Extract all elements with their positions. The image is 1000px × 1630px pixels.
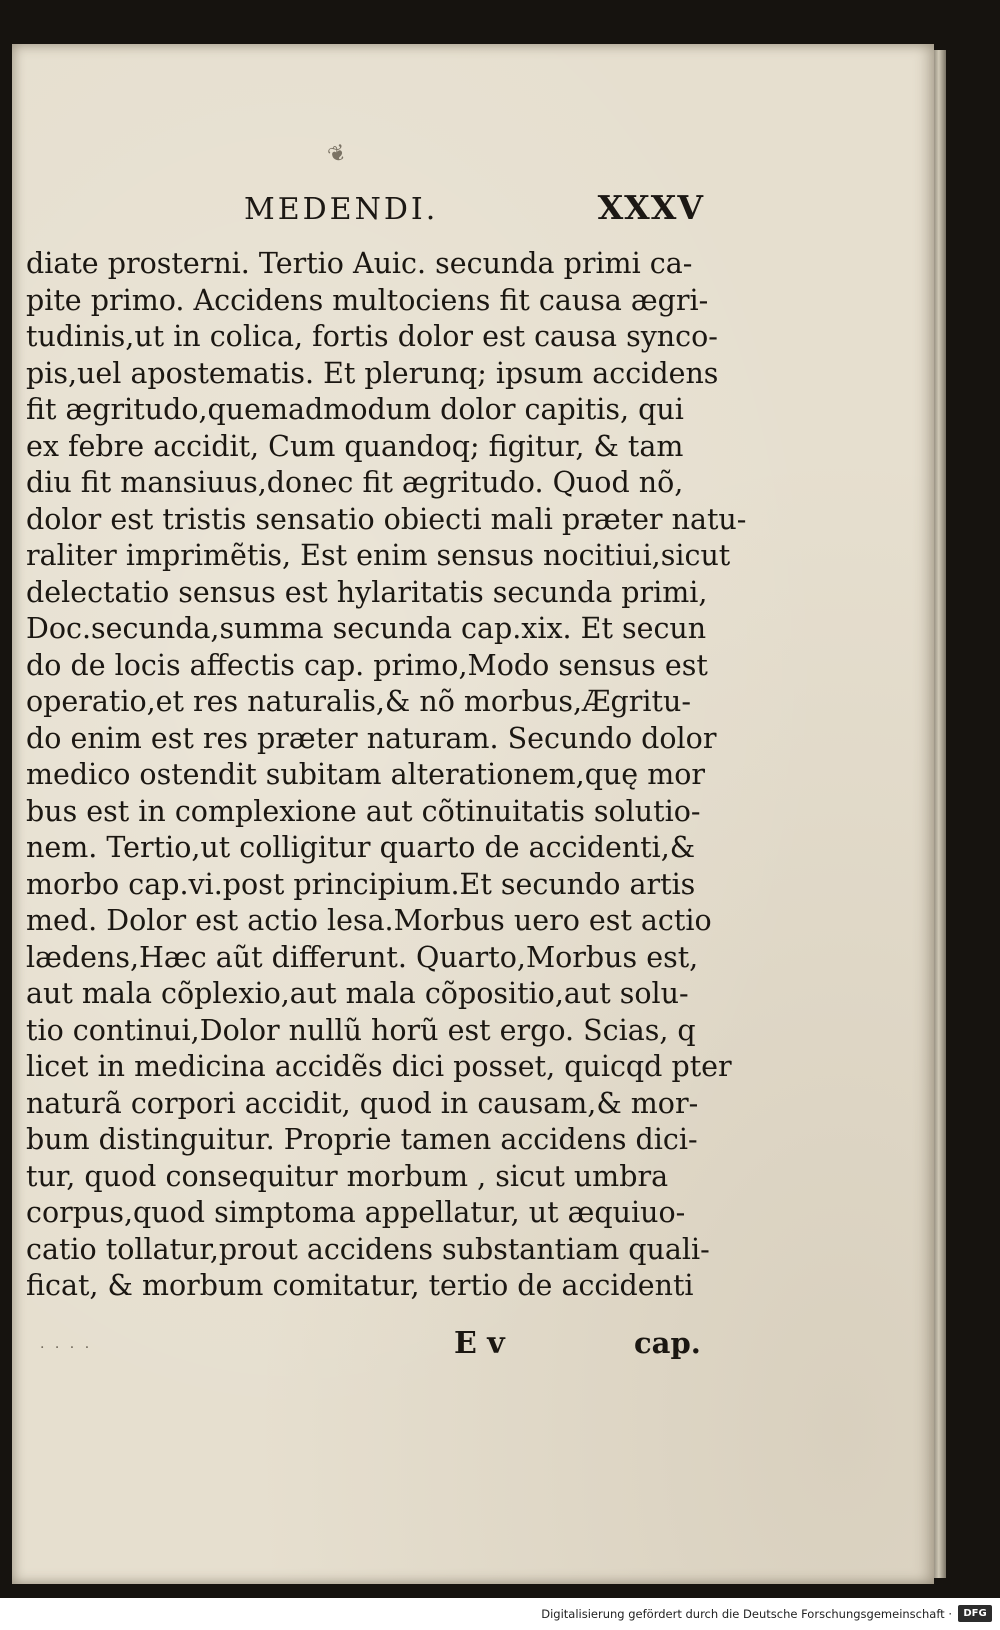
- text-line: delectatio sensus est hylaritatis secunda primi,: [26, 575, 708, 609]
- text-line: do de locis affectis cap. primo,Modo sensus est: [26, 648, 708, 682]
- text-line: nem. Tertio,ut colligitur quarto de accidenti,&: [26, 831, 696, 864]
- body-text: [26, 246, 747, 1305]
- text-line: ex febre accidit, Cum quandoq; figitur, & tam: [26, 429, 684, 463]
- text-line: tio continui,Dolor nullũ horũ est ergo. Scias, q: [26, 1013, 696, 1047]
- text-line: fit ægritudo,quemadmodum dolor capitis, qui: [26, 393, 684, 426]
- catchword: cap.: [634, 1326, 701, 1360]
- text-line: licet in medicina accidẽs dici posset, quicqd pter: [26, 1050, 732, 1083]
- text-line: aut mala cõplexio,aut mala cõpositio,aut solu-: [26, 977, 689, 1010]
- footer-smudge: · · · ·: [40, 1340, 93, 1356]
- text-line: bum distinguitur. Proprie tamen accidens dici-: [26, 1123, 698, 1156]
- page-edge: [934, 50, 946, 1578]
- text-line: pis,uel apostematis. Et plerunq; ipsum accidens: [26, 356, 719, 390]
- page-number: XXXV: [597, 188, 704, 227]
- text-line: do enim est res præter naturam. Secundo dolor: [26, 721, 717, 755]
- text-line: raliter imprimẽtis, Est enim sensus nocitiui,sicut: [26, 539, 731, 572]
- text-line: lædens,Hæc aũt differunt. Quarto,Morbus est,: [26, 940, 699, 974]
- page-footer: [26, 1326, 706, 1366]
- text-line: operatio,et res naturalis,& nõ morbus,Ægritu-: [26, 685, 691, 718]
- signature-mark: E v: [454, 1326, 505, 1361]
- text-line: pite primo. Accidens multociens fit causa ægri-: [26, 283, 709, 317]
- text-line: diu fit mansiuus,donec fit ægritudo. Quod nõ,: [26, 466, 684, 499]
- text-line: med. Dolor est actio lesa.Morbus uero est actio: [26, 904, 712, 937]
- text-line: Doc.secunda,summa secunda cap.xix. Et secun: [26, 612, 707, 645]
- running-title: MEDENDI.: [244, 192, 439, 227]
- credit-bar: [0, 1598, 1000, 1630]
- text-line: ficat, & morbum comitatur, tertio de accidenti: [26, 1269, 694, 1302]
- text-line: bus est in complexione aut cõtinuitatis solutio-: [26, 794, 701, 828]
- text-line: catio tollatur,prout accidens substantiam quali-: [26, 1232, 710, 1266]
- page-header: [244, 188, 704, 236]
- text-line: corpus,quod simptoma appellatur, ut æquiuo-: [26, 1196, 686, 1229]
- text-line: tudinis,ut in colica, fortis dolor est causa synco-: [26, 320, 718, 353]
- credit-text: Digitalisierung gefördert durch die Deutsche Forschungsgemeinschaft ·: [541, 1607, 952, 1621]
- text-line: medico ostendit subitam alterationem,quę mor: [26, 758, 706, 791]
- text-line: dolor est tristis sensatio obiecti mali præter natu-: [26, 502, 747, 536]
- text-line: diate prosterni. Tertio Auic. secunda primi ca-: [26, 247, 693, 280]
- text-line: tur, quod consequitur morbum , sicut umbra: [26, 1159, 669, 1193]
- ornament-icon: ❦: [324, 139, 351, 170]
- text-line: naturã corpori accidit, quod in causam,& mor-: [26, 1086, 699, 1120]
- dfg-logo[interactable]: DFG: [958, 1605, 992, 1622]
- text-line: morbo cap.vi.post principium.Et secundo artis: [26, 867, 696, 901]
